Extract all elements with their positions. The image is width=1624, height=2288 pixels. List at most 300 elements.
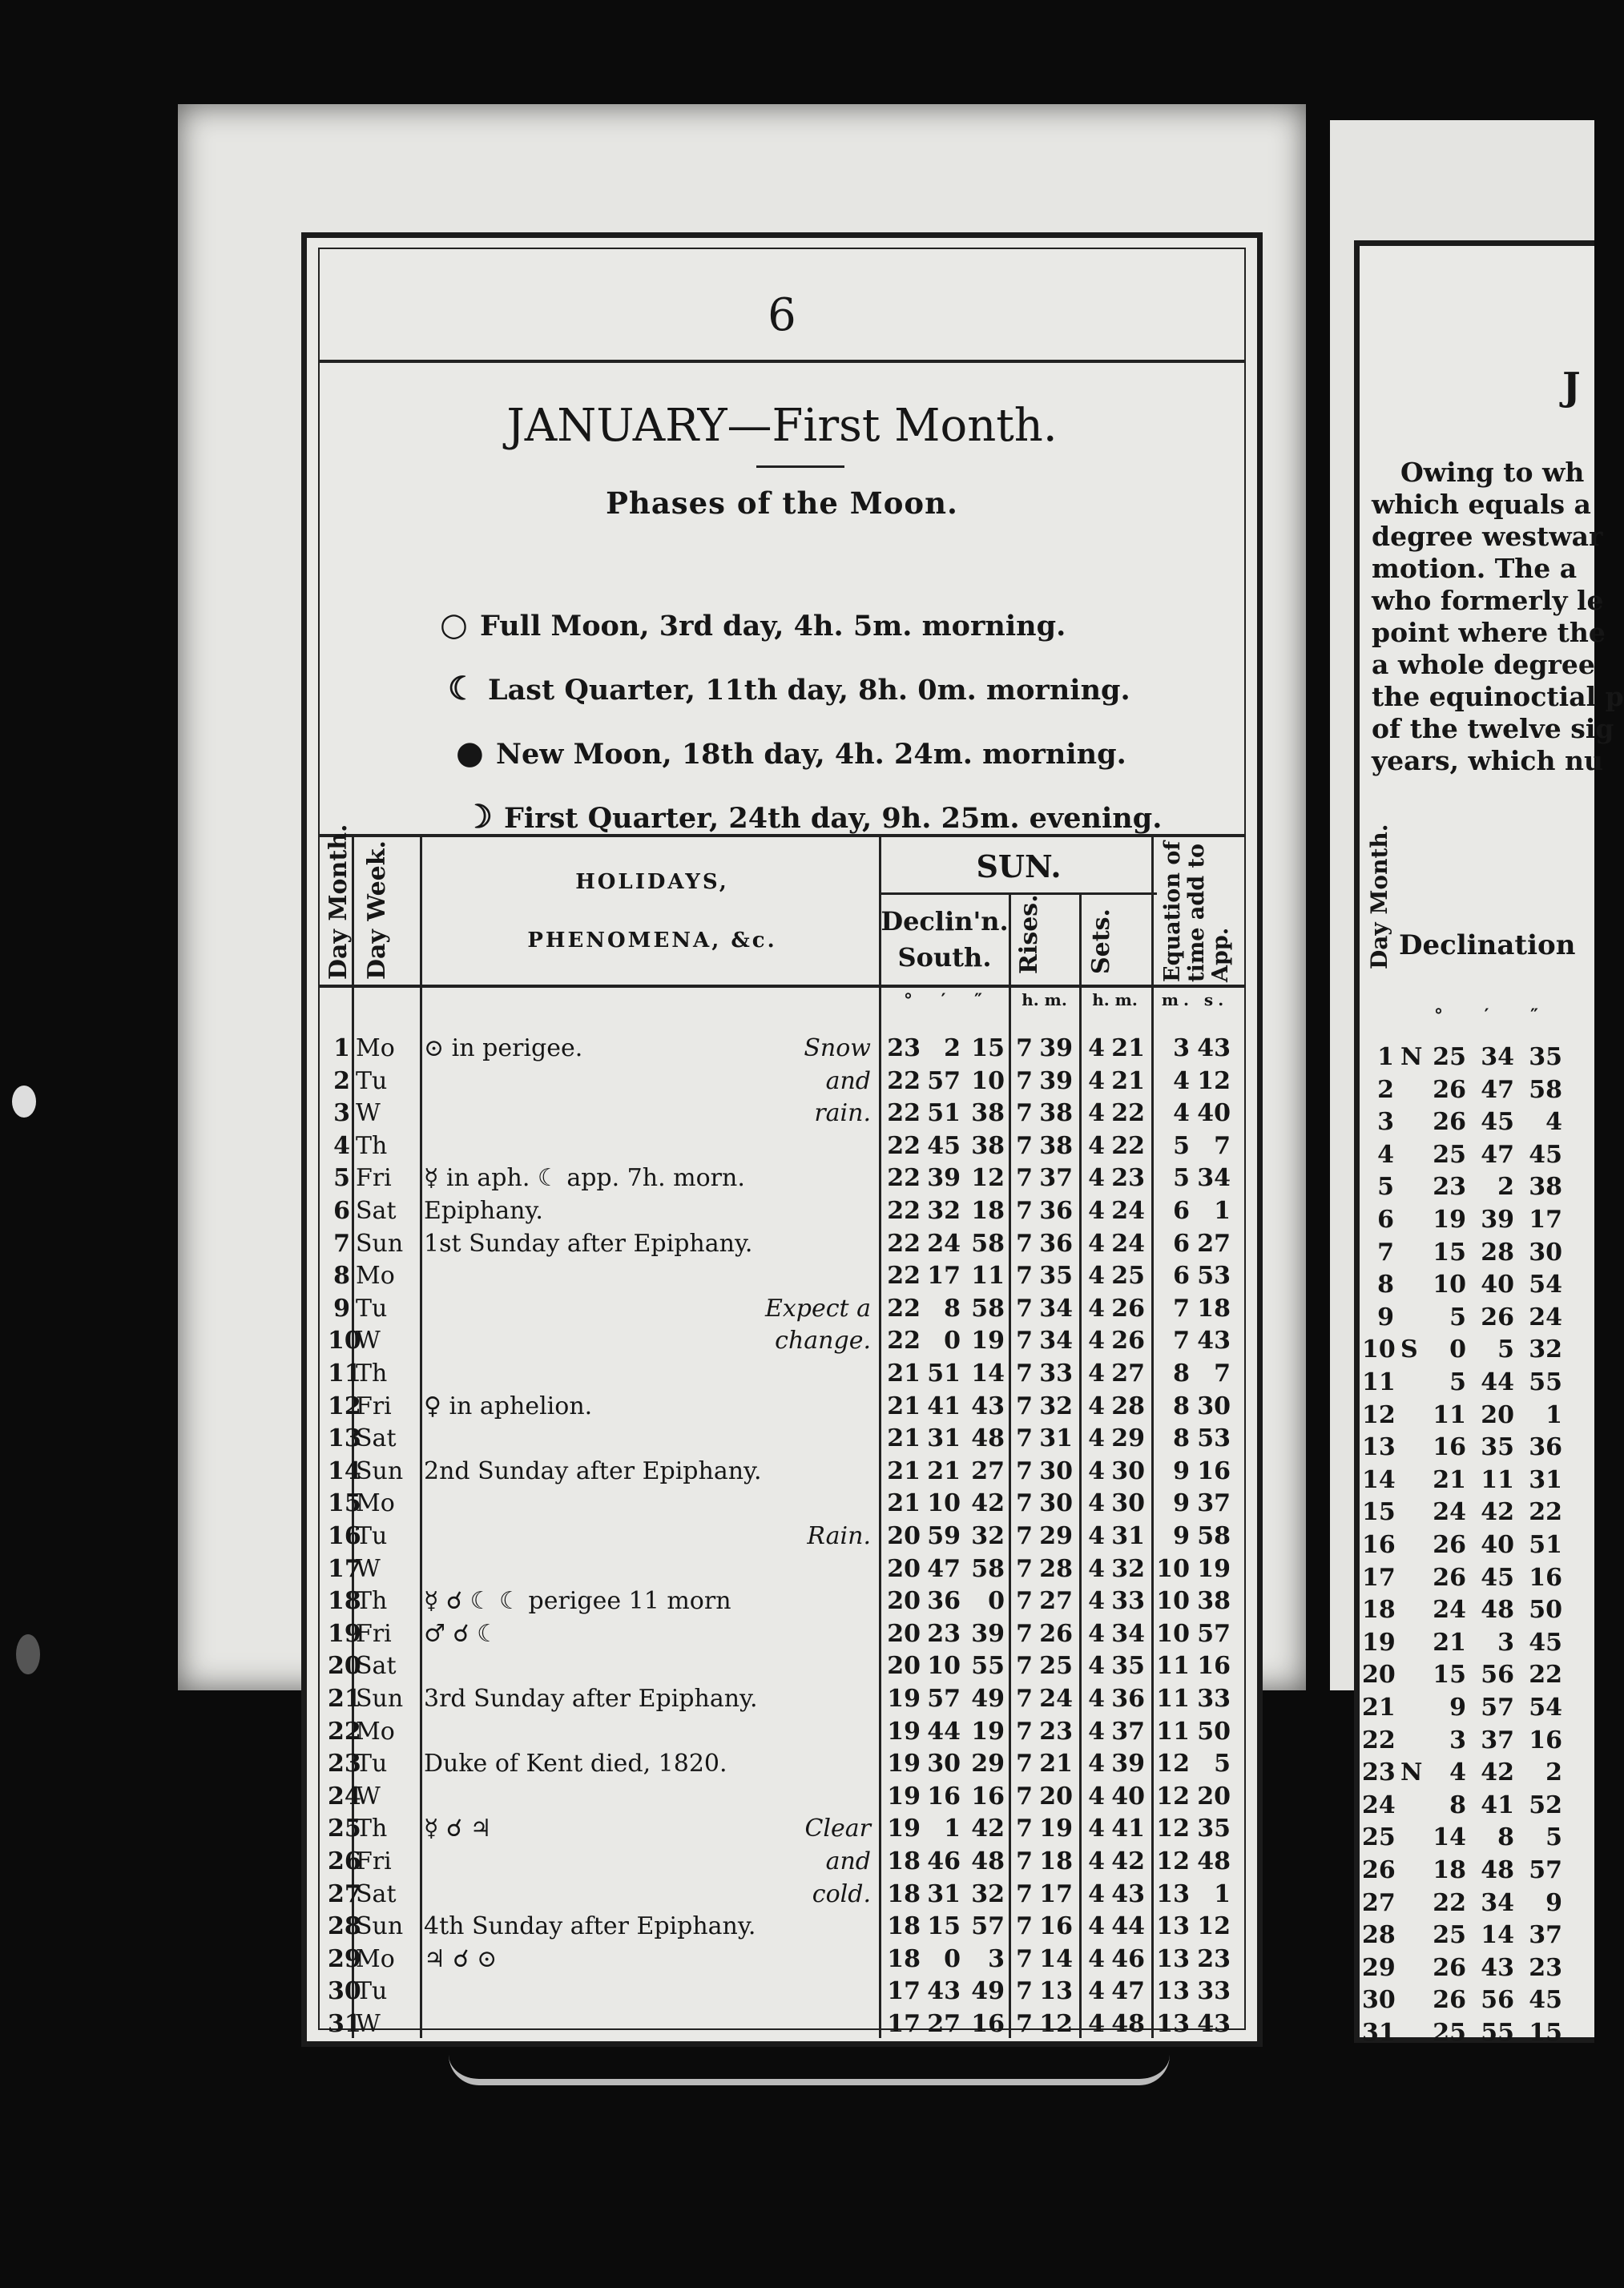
facing-cell-c: 57 bbox=[1529, 1856, 1562, 1884]
cell-d: 20 bbox=[328, 1652, 361, 1681]
cell-em: 9 bbox=[1173, 1456, 1190, 1485]
cell-dm: 10 bbox=[927, 1652, 961, 1681]
cell-rm: 33 bbox=[1039, 1360, 1073, 1388]
weather-note: cold. bbox=[812, 1879, 871, 1908]
cell-es: 48 bbox=[1197, 1847, 1231, 1875]
facing-cell-c: 45 bbox=[1529, 1628, 1562, 1657]
cell-sm: 22 bbox=[1111, 1099, 1145, 1128]
header-rises: Rises. bbox=[1015, 894, 1043, 974]
cell-w: Th bbox=[356, 1587, 388, 1616]
facing-cell-c: 55 bbox=[1529, 1368, 1562, 1396]
cell-d: 21 bbox=[328, 1685, 361, 1713]
cell-d: 27 bbox=[328, 1879, 361, 1908]
cell-h: 3rd Sunday after Epiphany. bbox=[424, 1685, 758, 1713]
facing-cell-b: 48 bbox=[1481, 1596, 1514, 1625]
cell-dm: 31 bbox=[927, 1424, 961, 1453]
cell-es: 38 bbox=[1197, 1587, 1231, 1616]
facing-row bbox=[1362, 1171, 1577, 1204]
cell-dd: 20 bbox=[887, 1652, 921, 1681]
facing-cell-d: 13 bbox=[1362, 1433, 1396, 1462]
cell-rm: 36 bbox=[1039, 1197, 1073, 1225]
cell-em: 12 bbox=[1156, 1750, 1190, 1778]
cell-sh: 4 bbox=[1088, 1879, 1105, 1908]
facing-row bbox=[1362, 1334, 1577, 1367]
header-sun: SUN. bbox=[976, 848, 1062, 884]
cell-ds: 58 bbox=[971, 1229, 1005, 1258]
cell-rm: 27 bbox=[1039, 1587, 1073, 1616]
cell-sh: 4 bbox=[1088, 1164, 1105, 1193]
cell-dd: 21 bbox=[887, 1424, 921, 1453]
facing-row bbox=[1362, 1659, 1577, 1692]
cell-sm: 27 bbox=[1111, 1360, 1145, 1388]
cell-dm: 46 bbox=[927, 1847, 961, 1875]
facing-text-line: point where the bbox=[1372, 617, 1606, 648]
facing-cell-c: 22 bbox=[1529, 1498, 1562, 1527]
cell-d: 5 bbox=[333, 1164, 350, 1193]
facing-cell-a: 8 bbox=[1449, 1791, 1466, 1819]
facing-row bbox=[1362, 1302, 1577, 1335]
cell-h: Epiphany. bbox=[424, 1197, 543, 1225]
cell-es: 43 bbox=[1197, 2010, 1231, 2038]
facing-row bbox=[1362, 1204, 1577, 1237]
cell-es: 43 bbox=[1197, 1034, 1231, 1062]
cell-sm: 33 bbox=[1111, 1587, 1145, 1616]
facing-row bbox=[1362, 1269, 1577, 1302]
facing-cell-a: 24 bbox=[1433, 1596, 1466, 1625]
facing-cell-d: 23 bbox=[1362, 1758, 1396, 1787]
facing-text-line: degree westwar bbox=[1372, 521, 1603, 552]
facing-header-declination: Declination bbox=[1399, 929, 1576, 961]
header-day-week: Day Week. bbox=[363, 840, 391, 980]
table-top-rule bbox=[320, 834, 1244, 837]
cell-dd: 19 bbox=[887, 1717, 921, 1746]
weather-note: Snow bbox=[804, 1034, 871, 1062]
facing-cell-a: 14 bbox=[1433, 1823, 1466, 1852]
cell-em: 7 bbox=[1173, 1327, 1190, 1355]
cell-sh: 4 bbox=[1088, 1782, 1105, 1811]
cell-sm: 25 bbox=[1111, 1262, 1145, 1291]
cell-dm: 45 bbox=[927, 1131, 961, 1160]
cell-em: 5 bbox=[1173, 1164, 1190, 1193]
cell-dd: 21 bbox=[887, 1392, 921, 1420]
facing-cell-d: 17 bbox=[1362, 1563, 1396, 1592]
cell-rm: 30 bbox=[1039, 1456, 1073, 1485]
facing-cell-a: 11 bbox=[1433, 1400, 1466, 1429]
cell-rh: 7 bbox=[1016, 1294, 1033, 1323]
cell-w: W bbox=[356, 1327, 381, 1355]
cell-es: 53 bbox=[1197, 1424, 1231, 1453]
cell-ds: 14 bbox=[971, 1360, 1005, 1388]
cell-sh: 4 bbox=[1088, 1554, 1105, 1583]
cell-sh: 4 bbox=[1088, 1977, 1105, 2006]
cell-w: Sat bbox=[356, 1424, 397, 1453]
table-row bbox=[320, 1879, 1244, 1911]
cell-sm: 26 bbox=[1111, 1327, 1145, 1355]
facing-cell-d: 31 bbox=[1362, 2019, 1396, 2047]
cell-es: 7 bbox=[1214, 1360, 1231, 1388]
page-number: 6 bbox=[768, 289, 796, 341]
cell-w: W bbox=[356, 1099, 381, 1128]
cell-es: 1 bbox=[1214, 1197, 1231, 1225]
cell-w: Fri bbox=[356, 1847, 392, 1875]
cell-ds: 19 bbox=[971, 1717, 1005, 1746]
facing-cell-b: 43 bbox=[1481, 1953, 1514, 1982]
cell-rh: 7 bbox=[1016, 1717, 1033, 1746]
cell-dd: 21 bbox=[887, 1360, 921, 1388]
facing-cell-c: 35 bbox=[1529, 1043, 1562, 1071]
cell-ds: 18 bbox=[971, 1197, 1005, 1225]
facing-cell-a: 16 bbox=[1433, 1433, 1466, 1462]
cell-d: 10 bbox=[328, 1327, 361, 1355]
facing-cell-c: 4 bbox=[1545, 1108, 1562, 1137]
cell-dd: 17 bbox=[887, 2010, 921, 2038]
cell-es: 57 bbox=[1197, 1619, 1231, 1648]
table-row bbox=[320, 1911, 1244, 1944]
facing-cell-a: 10 bbox=[1433, 1271, 1466, 1299]
facing-cell-c: 51 bbox=[1529, 1531, 1562, 1559]
cell-dd: 22 bbox=[887, 1131, 921, 1160]
moon-phase bbox=[456, 734, 1126, 771]
facing-cell-d: 3 bbox=[1377, 1108, 1394, 1137]
cell-rm: 25 bbox=[1039, 1652, 1073, 1681]
cell-sh: 4 bbox=[1088, 1424, 1105, 1453]
cell-rh: 7 bbox=[1016, 1554, 1033, 1583]
cell-ds: 0 bbox=[988, 1587, 1005, 1616]
cell-ds: 48 bbox=[971, 1424, 1005, 1453]
facing-cell-p: N bbox=[1400, 1043, 1423, 1071]
cell-sh: 4 bbox=[1088, 1456, 1105, 1485]
facing-cell-b: 57 bbox=[1481, 1694, 1514, 1722]
cell-dm: 2 bbox=[944, 1034, 961, 1062]
facing-row bbox=[1362, 1106, 1577, 1139]
moon-phase-text: First Quarter, 24th day, 9h. 25m. evening. bbox=[504, 802, 1163, 835]
facing-cell-d: 8 bbox=[1377, 1271, 1394, 1299]
facing-cell-b: 48 bbox=[1481, 1856, 1514, 1884]
facing-cell-b: 44 bbox=[1481, 1368, 1514, 1396]
cell-es: 19 bbox=[1197, 1554, 1231, 1583]
facing-cell-d: 12 bbox=[1362, 1400, 1396, 1429]
page-inner-border bbox=[318, 248, 1246, 2038]
cell-rh: 7 bbox=[1016, 1099, 1033, 1128]
cell-dm: 30 bbox=[927, 1750, 961, 1778]
cell-em: 7 bbox=[1173, 1294, 1190, 1323]
facing-cell-a: 15 bbox=[1433, 1661, 1466, 1690]
facing-cell-d: 22 bbox=[1362, 1726, 1396, 1754]
moon-phase-text: Full Moon, 3rd day, 4h. 5m. morning. bbox=[480, 610, 1066, 642]
facing-row bbox=[1362, 1562, 1577, 1595]
last-quarter-icon: ☾ bbox=[448, 670, 477, 707]
cell-rh: 7 bbox=[1016, 1327, 1033, 1355]
cell-dm: 47 bbox=[927, 1554, 961, 1583]
cell-ds: 29 bbox=[971, 1750, 1005, 1778]
cell-sh: 4 bbox=[1088, 1294, 1105, 1323]
table-row bbox=[320, 1325, 1244, 1358]
table-row bbox=[320, 1683, 1244, 1716]
cell-es: 37 bbox=[1197, 1489, 1231, 1518]
cell-ds: 38 bbox=[971, 1131, 1005, 1160]
page-frame bbox=[301, 232, 1263, 2047]
cell-h: ☿ ☌ ☾ ☾ perigee 11 morn bbox=[424, 1587, 731, 1616]
cell-dm: 31 bbox=[927, 1879, 961, 1908]
table-row bbox=[320, 1228, 1244, 1261]
facing-cell-c: 50 bbox=[1529, 1596, 1562, 1625]
cell-dm: 21 bbox=[927, 1456, 961, 1485]
cell-dm: 1 bbox=[944, 1815, 961, 1843]
cell-w: Th bbox=[356, 1815, 388, 1843]
facing-cell-a: 18 bbox=[1433, 1856, 1466, 1884]
cell-w: Mo bbox=[356, 1034, 395, 1062]
cell-rm: 18 bbox=[1039, 1847, 1073, 1875]
cell-em: 8 bbox=[1173, 1360, 1190, 1388]
header-holidays: HOLIDAYS, bbox=[575, 870, 729, 894]
facing-cell-c: 5 bbox=[1545, 1823, 1562, 1852]
facing-cell-a: 24 bbox=[1433, 1498, 1466, 1527]
cell-rh: 7 bbox=[1016, 1456, 1033, 1485]
cell-h: ♂ ☌ ☾ bbox=[424, 1619, 499, 1648]
cell-ds: 27 bbox=[971, 1456, 1005, 1485]
cell-sh: 4 bbox=[1088, 1912, 1105, 1941]
facing-cell-b: 3 bbox=[1497, 1628, 1514, 1657]
cell-d: 31 bbox=[328, 2010, 361, 2038]
cell-rm: 24 bbox=[1039, 1685, 1073, 1713]
table-row bbox=[320, 1553, 1244, 1586]
table-row bbox=[320, 1944, 1244, 1976]
facing-cell-a: 0 bbox=[1449, 1335, 1466, 1364]
cell-em: 12 bbox=[1156, 1782, 1190, 1811]
cell-dm: 0 bbox=[944, 1327, 961, 1355]
cell-es: 20 bbox=[1197, 1782, 1231, 1811]
cell-dd: 20 bbox=[887, 1619, 921, 1648]
weather-note: and bbox=[825, 1066, 871, 1095]
table-row bbox=[320, 1521, 1244, 1553]
cell-em: 10 bbox=[1156, 1587, 1190, 1616]
cell-es: 12 bbox=[1197, 1066, 1231, 1095]
facing-cell-c: 24 bbox=[1529, 1303, 1562, 1331]
cell-dd: 22 bbox=[887, 1327, 921, 1355]
cell-d: 16 bbox=[328, 1522, 361, 1550]
cell-ds: 16 bbox=[971, 2010, 1005, 2038]
facing-cell-a: 25 bbox=[1433, 1921, 1466, 1950]
facing-cell-b: 47 bbox=[1481, 1140, 1514, 1169]
cell-rh: 7 bbox=[1016, 1750, 1033, 1778]
cell-d: 3 bbox=[333, 1099, 350, 1128]
cell-ds: 48 bbox=[971, 1847, 1005, 1875]
facing-cell-b: 40 bbox=[1481, 1531, 1514, 1559]
cell-rm: 14 bbox=[1039, 1944, 1073, 1973]
cell-es: 34 bbox=[1197, 1164, 1231, 1193]
cell-rm: 13 bbox=[1039, 1977, 1073, 2006]
cell-rh: 7 bbox=[1016, 1489, 1033, 1518]
cell-rm: 38 bbox=[1039, 1131, 1073, 1160]
cell-rm: 34 bbox=[1039, 1327, 1073, 1355]
facing-row bbox=[1362, 1139, 1577, 1172]
cell-rm: 21 bbox=[1039, 1750, 1073, 1778]
facing-text-line: years, which nu bbox=[1372, 745, 1603, 776]
cell-es: 16 bbox=[1197, 1456, 1231, 1485]
cell-es: 23 bbox=[1197, 1944, 1231, 1973]
facing-header-day-month: Day Month. bbox=[1366, 824, 1392, 969]
cell-h: ☿ in aph. ☾ app. 7h. morn. bbox=[424, 1164, 745, 1193]
cell-sm: 37 bbox=[1111, 1717, 1145, 1746]
unit-declin: ° ′ ″ bbox=[904, 990, 993, 1011]
cell-sm: 31 bbox=[1111, 1522, 1145, 1550]
cell-sm: 39 bbox=[1111, 1750, 1145, 1778]
cell-em: 8 bbox=[1173, 1392, 1190, 1420]
facing-row bbox=[1362, 1952, 1577, 1985]
cell-h: Duke of Kent died, 1820. bbox=[424, 1750, 727, 1778]
cell-dd: 22 bbox=[887, 1164, 921, 1193]
facing-unit: ° ′ ″ bbox=[1434, 1005, 1556, 1026]
cell-dm: 59 bbox=[927, 1522, 961, 1550]
facing-row bbox=[1362, 1757, 1577, 1790]
cell-ds: 38 bbox=[971, 1099, 1005, 1128]
cell-sm: 26 bbox=[1111, 1294, 1145, 1323]
cell-sh: 4 bbox=[1088, 1847, 1105, 1875]
cell-es: 35 bbox=[1197, 1815, 1231, 1843]
cell-sm: 43 bbox=[1111, 1879, 1145, 1908]
cell-rm: 17 bbox=[1039, 1879, 1073, 1908]
cell-sm: 32 bbox=[1111, 1554, 1145, 1583]
cell-sh: 4 bbox=[1088, 1229, 1105, 1258]
cell-rh: 7 bbox=[1016, 1912, 1033, 1941]
cell-sm: 47 bbox=[1111, 1977, 1145, 2006]
weather-note: and bbox=[825, 1847, 871, 1875]
cell-sh: 4 bbox=[1088, 1099, 1105, 1128]
cell-dd: 19 bbox=[887, 1750, 921, 1778]
cell-dm: 17 bbox=[927, 1262, 961, 1291]
cell-w: W bbox=[356, 1554, 381, 1583]
cell-dd: 20 bbox=[887, 1554, 921, 1583]
cell-rh: 7 bbox=[1016, 2010, 1033, 2038]
cell-ds: 15 bbox=[971, 1034, 1005, 1062]
cell-dm: 41 bbox=[927, 1392, 961, 1420]
cell-dm: 0 bbox=[944, 1944, 961, 1973]
cell-d: 26 bbox=[328, 1847, 361, 1875]
facing-row bbox=[1362, 1984, 1577, 2017]
cell-dd: 20 bbox=[887, 1522, 921, 1550]
facing-cell-a: 26 bbox=[1433, 1108, 1466, 1137]
facing-row bbox=[1362, 1594, 1577, 1627]
table-row bbox=[320, 1488, 1244, 1521]
table-row bbox=[320, 1260, 1244, 1293]
header-south: South. bbox=[897, 942, 992, 973]
cell-d: 8 bbox=[333, 1262, 350, 1291]
moon-phase-text: New Moon, 18th day, 4h. 24m. morning. bbox=[496, 738, 1126, 771]
cell-es: 16 bbox=[1197, 1652, 1231, 1681]
table-row bbox=[320, 1781, 1244, 1814]
cell-sh: 4 bbox=[1088, 1815, 1105, 1843]
cell-ds: 42 bbox=[971, 1489, 1005, 1518]
facing-cell-d: 24 bbox=[1362, 1791, 1396, 1819]
facing-row bbox=[1362, 1074, 1577, 1107]
cell-rm: 39 bbox=[1039, 1066, 1073, 1095]
cell-sm: 22 bbox=[1111, 1131, 1145, 1160]
cell-em: 4 bbox=[1173, 1099, 1190, 1128]
facing-cell-b: 56 bbox=[1481, 1986, 1514, 2015]
cell-sh: 4 bbox=[1088, 1262, 1105, 1291]
cell-d: 2 bbox=[333, 1066, 350, 1095]
cell-rh: 7 bbox=[1016, 1229, 1033, 1258]
facing-cell-b: 2 bbox=[1497, 1173, 1514, 1202]
facing-text-line: motion. The a bbox=[1372, 553, 1578, 584]
cell-em: 10 bbox=[1156, 1619, 1190, 1648]
cell-ds: 55 bbox=[971, 1652, 1005, 1681]
facing-row bbox=[1362, 1464, 1577, 1497]
film-speck bbox=[16, 1634, 40, 1674]
facing-row bbox=[1362, 1496, 1577, 1529]
cell-sh: 4 bbox=[1088, 1944, 1105, 1973]
cell-rh: 7 bbox=[1016, 1782, 1033, 1811]
cell-dd: 20 bbox=[887, 1587, 921, 1616]
facing-cell-b: 55 bbox=[1481, 2019, 1514, 2047]
cell-rm: 23 bbox=[1039, 1717, 1073, 1746]
cell-dm: 24 bbox=[927, 1229, 961, 1258]
cell-sh: 4 bbox=[1088, 1619, 1105, 1648]
moon-phase bbox=[464, 798, 1162, 836]
facing-cell-c: 22 bbox=[1529, 1661, 1562, 1690]
cell-sm: 36 bbox=[1111, 1685, 1145, 1713]
cell-sh: 4 bbox=[1088, 1066, 1105, 1095]
cell-rm: 20 bbox=[1039, 1782, 1073, 1811]
cell-sm: 28 bbox=[1111, 1392, 1145, 1420]
cell-ds: 3 bbox=[988, 1944, 1005, 1973]
cell-h: ☿ ☌ ♃ bbox=[424, 1815, 492, 1843]
facing-cell-d: 7 bbox=[1377, 1238, 1394, 1267]
cell-em: 4 bbox=[1173, 1066, 1190, 1095]
cell-ds: 58 bbox=[971, 1294, 1005, 1323]
facing-cell-c: 45 bbox=[1529, 1140, 1562, 1169]
facing-cell-b: 34 bbox=[1481, 1888, 1514, 1917]
facing-cell-b: 41 bbox=[1481, 1791, 1514, 1819]
facing-cell-b: 42 bbox=[1481, 1758, 1514, 1787]
cell-rm: 26 bbox=[1039, 1619, 1073, 1648]
cell-rm: 39 bbox=[1039, 1034, 1073, 1062]
cell-sh: 4 bbox=[1088, 1197, 1105, 1225]
table-row bbox=[320, 1098, 1244, 1130]
cell-dd: 22 bbox=[887, 1099, 921, 1128]
cell-w: Mo bbox=[356, 1717, 395, 1746]
cell-w: Tu bbox=[356, 1522, 388, 1550]
cell-es: 50 bbox=[1197, 1717, 1231, 1746]
facing-cell-b: 20 bbox=[1481, 1400, 1514, 1429]
facing-cell-d: 16 bbox=[1362, 1531, 1396, 1559]
cell-d: 18 bbox=[328, 1587, 361, 1616]
facing-cell-c: 38 bbox=[1529, 1173, 1562, 1202]
facing-cell-d: 11 bbox=[1362, 1368, 1396, 1396]
cell-rm: 37 bbox=[1039, 1164, 1073, 1193]
cell-w: Th bbox=[356, 1131, 388, 1160]
facing-cell-b: 34 bbox=[1481, 1043, 1514, 1071]
cell-rh: 7 bbox=[1016, 1262, 1033, 1291]
cell-em: 6 bbox=[1173, 1229, 1190, 1258]
facing-text-line: the equinoctial p bbox=[1372, 681, 1624, 712]
facing-cell-b: 42 bbox=[1481, 1498, 1514, 1527]
cell-es: 30 bbox=[1197, 1392, 1231, 1420]
cell-rh: 7 bbox=[1016, 1977, 1033, 2006]
facing-cell-b: 35 bbox=[1481, 1433, 1514, 1462]
facing-cell-c: 1 bbox=[1545, 1400, 1562, 1429]
cell-rm: 30 bbox=[1039, 1489, 1073, 1518]
table-row bbox=[320, 1358, 1244, 1391]
cell-w: Fri bbox=[356, 1392, 392, 1420]
facing-row bbox=[1362, 1237, 1577, 1270]
cell-w: Sun bbox=[356, 1229, 404, 1258]
cell-sh: 4 bbox=[1088, 1034, 1105, 1062]
facing-cell-b: 5 bbox=[1497, 1335, 1514, 1364]
facing-row bbox=[1362, 1529, 1577, 1562]
cell-es: 27 bbox=[1197, 1229, 1231, 1258]
table-row bbox=[320, 1065, 1244, 1098]
